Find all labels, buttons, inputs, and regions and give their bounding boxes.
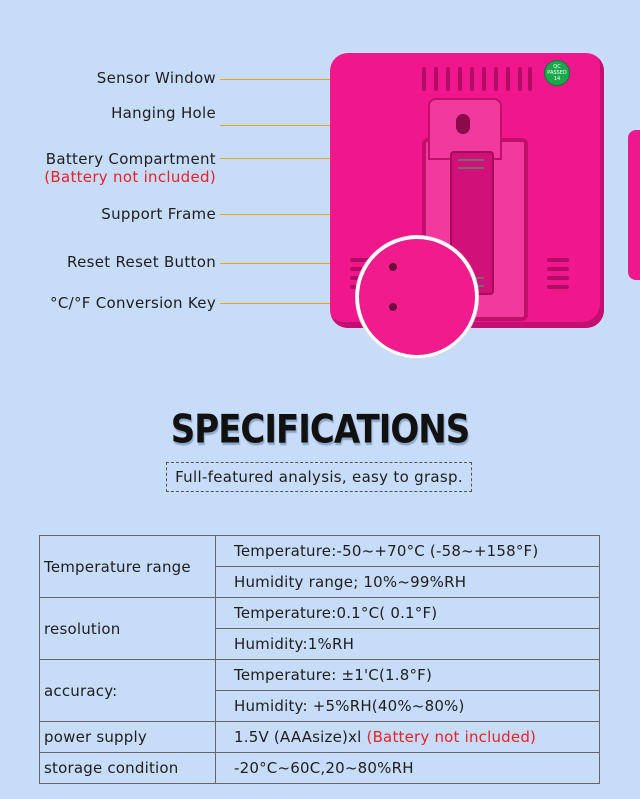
spec-value: Temperature:-50~+70°C (-58~+158°F) <box>216 536 600 567</box>
hanging-hole <box>456 114 470 134</box>
hygrometer-back-illustration <box>330 53 604 328</box>
spec-value: Temperature: ±1'C(1.8°F) <box>216 660 600 691</box>
spec-key: resolution <box>40 598 216 660</box>
label-conversion-key: °C/°F Conversion Key <box>50 294 216 312</box>
specifications-title: SPECIFICATIONS <box>170 407 470 453</box>
device-edge-illustration <box>628 130 640 280</box>
battery-not-included-note: (Battery not included) <box>366 728 537 746</box>
battery-compartment-text: Battery Compartment <box>45 150 216 168</box>
spec-value: Humidity:1%RH <box>216 629 600 660</box>
specifications-subtitle: Full-featured analysis, easy to grasp. <box>166 462 472 492</box>
label-sensor-window: Sensor Window <box>96 69 216 87</box>
battery-note-text: (Battery not included) <box>44 168 216 186</box>
sensor-window-vent <box>422 67 532 91</box>
spec-value: Temperature:0.1°C( 0.1°F) <box>216 598 600 629</box>
table-row <box>40 722 600 753</box>
buttons-zoom-circle <box>356 236 478 358</box>
reset-button <box>389 263 397 271</box>
table-row <box>40 536 600 567</box>
spec-value <box>216 722 600 753</box>
table-row <box>40 598 600 629</box>
label-support-frame: Support Frame <box>101 205 216 223</box>
table-row <box>40 660 600 691</box>
label-reset-button: Reset Reset Button <box>67 253 216 271</box>
spec-value: Humidity: +5%RH(40%~80%) <box>216 691 600 722</box>
specifications-table <box>39 535 600 784</box>
spec-key: power supply <box>40 722 216 753</box>
conversion-key-button <box>389 303 397 311</box>
spec-value: -20°C~60C,20~80%RH <box>216 753 600 784</box>
label-hanging-hole: Hanging Hole <box>111 104 216 122</box>
spec-value: Humidity range; 10%~99%RH <box>216 567 600 598</box>
spec-key: accuracy: <box>40 660 216 722</box>
power-supply-value: 1.5V (AAAsize)xl <box>234 728 362 746</box>
table-row <box>40 753 600 784</box>
spec-key: storage condition <box>40 753 216 784</box>
side-vent-right <box>547 258 569 290</box>
label-battery-compartment <box>44 150 216 186</box>
qc-passed-badge: QC PASSED 14 <box>544 60 570 86</box>
spec-key: Temperature range <box>40 536 216 598</box>
